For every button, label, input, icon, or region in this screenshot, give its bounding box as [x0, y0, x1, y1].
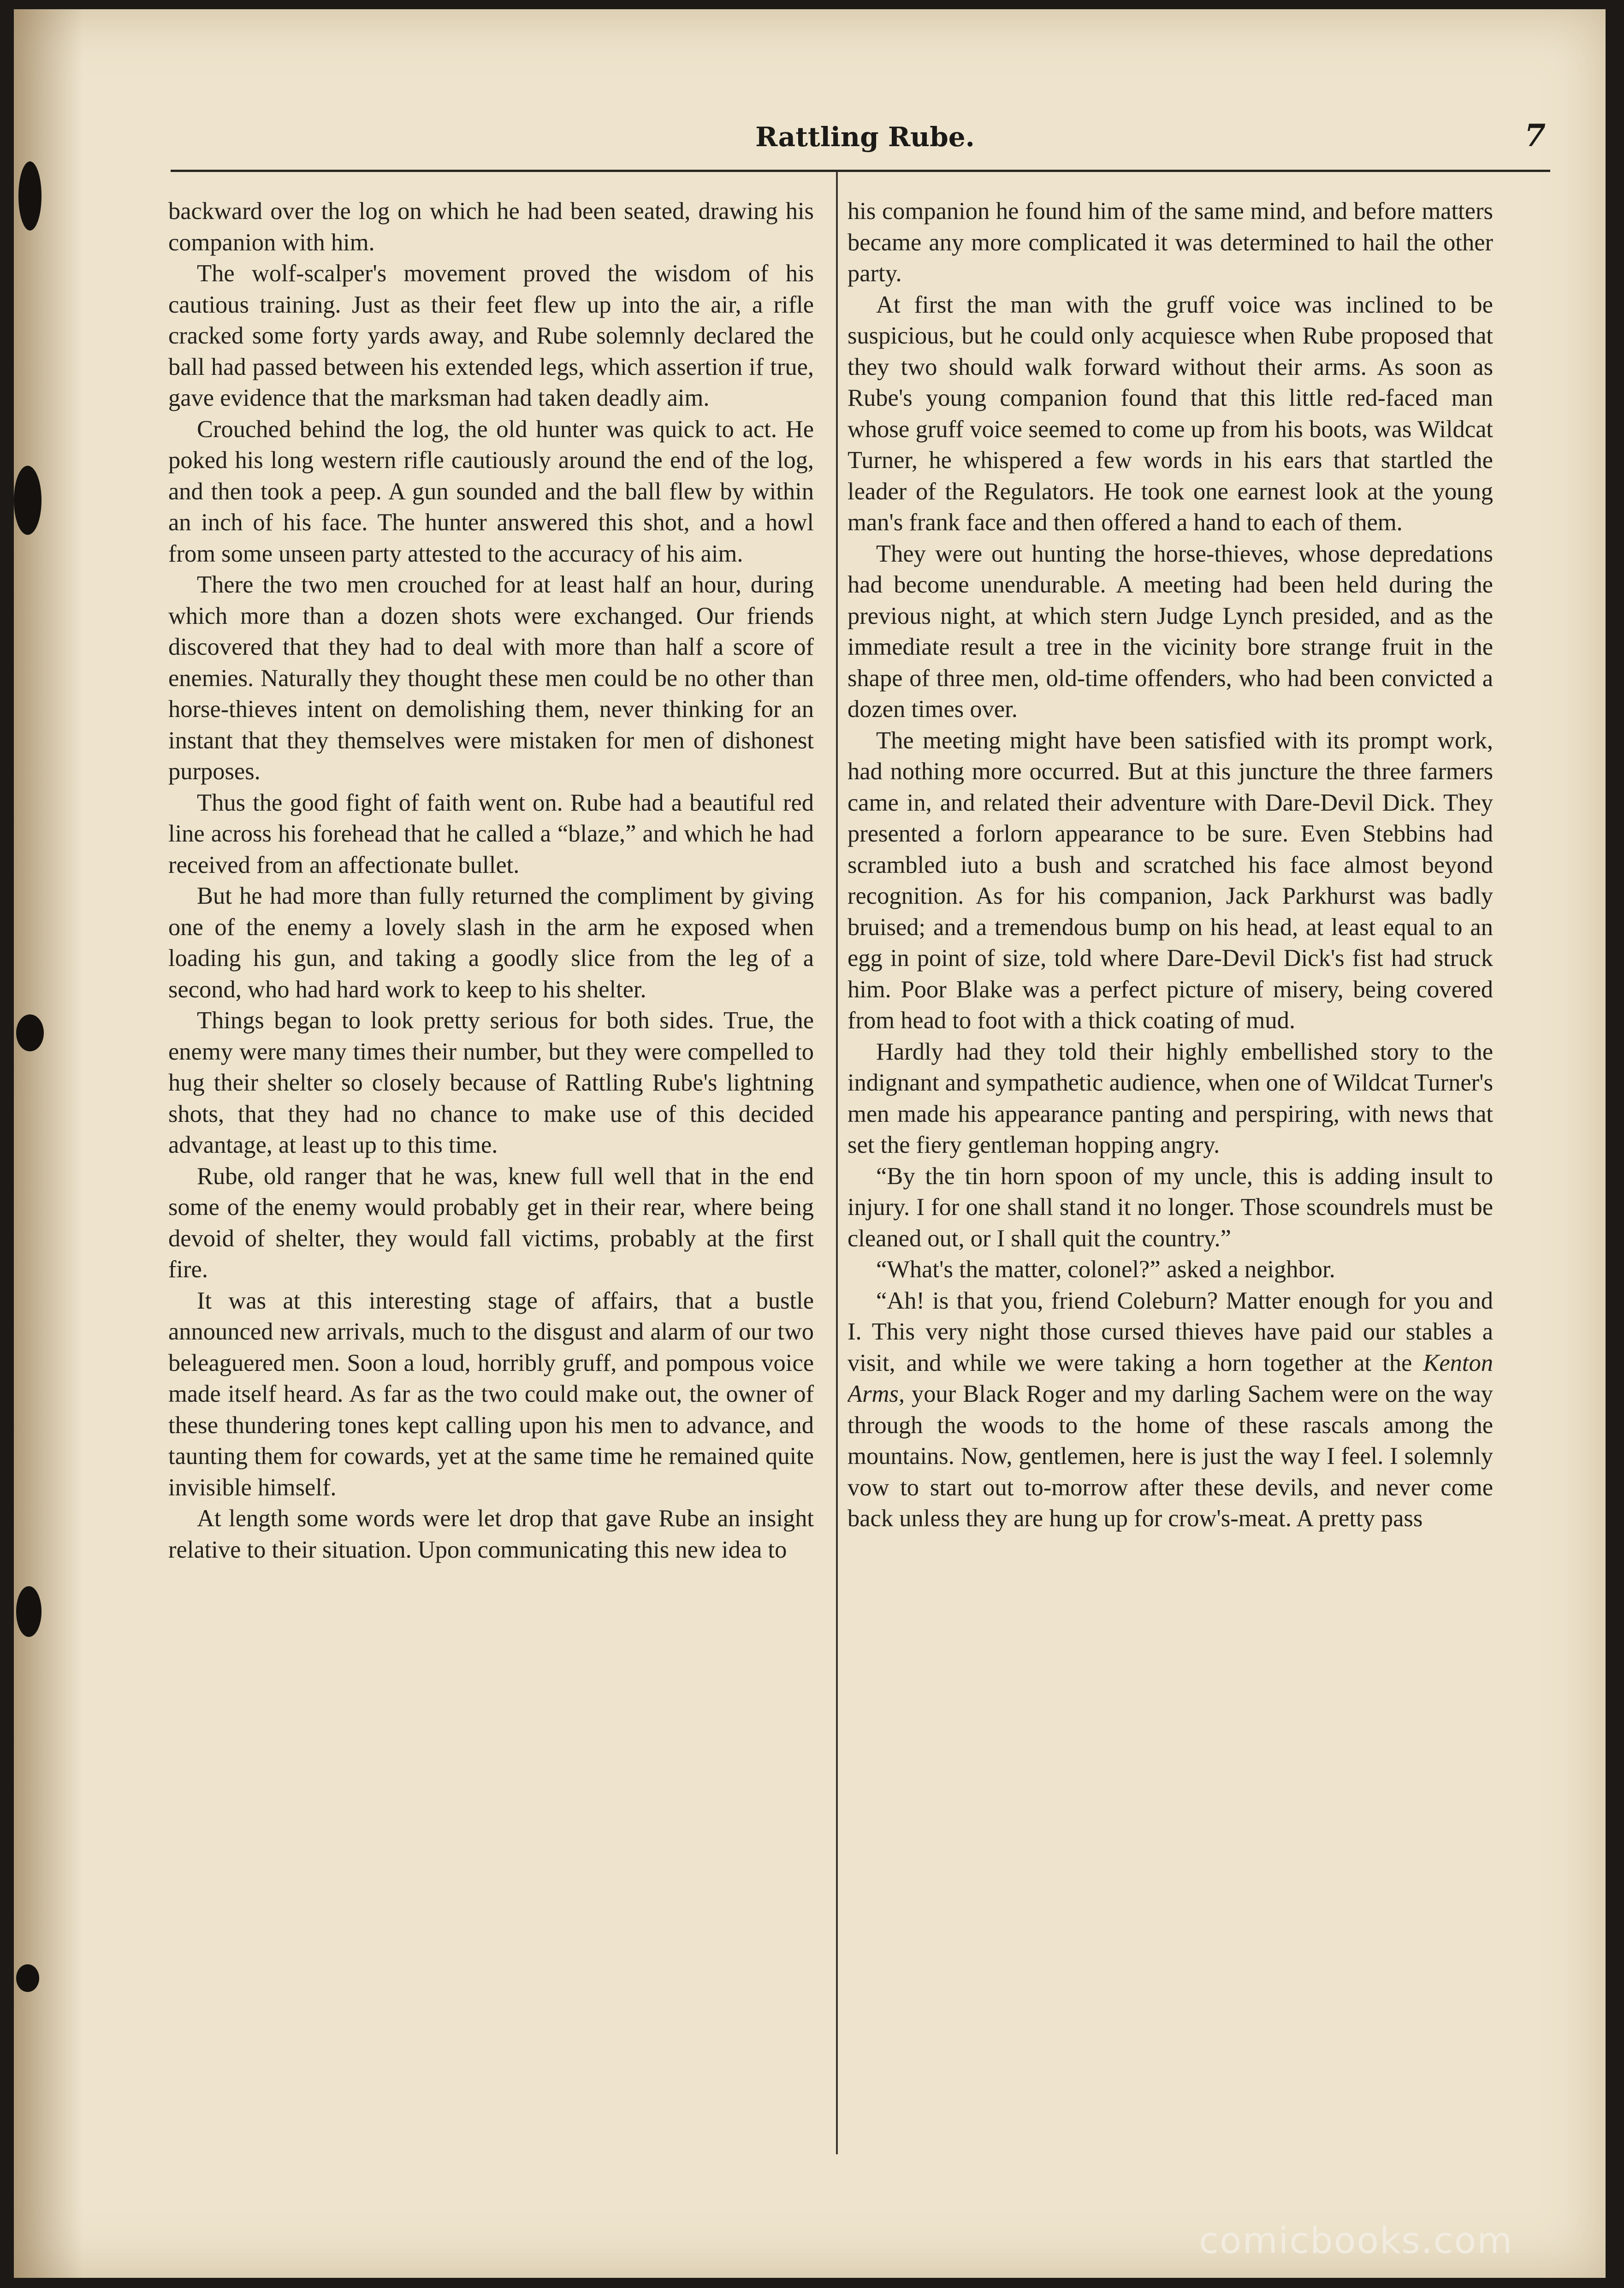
paragraph	[848, 1286, 1493, 1535]
paragraph-text: your Black Roger and my darling Sachem were on the way through the woods to the home of these rascals among the mountains. Now, gentlemen, here is just the way I feel. I solemnly vow to start out to-morrow after these devils, and never come back unless they are hung up for crow's-meat. A pretty pass	[848, 1381, 1493, 1532]
paragraph: Things began to look pretty serious for both sides. True, the enemy were many times their number, but they were compelled to hug their shelter so closely because of Rattling Rube's lightning shots, that they had no chance to make use of this decided advantage, at least up to this time.	[168, 1007, 814, 1158]
paragraph: At length some words were let drop that gave Rube an insight relative to their situation. Upon communicating this new idea to	[168, 1505, 814, 1563]
binding-thread-mark	[18, 161, 41, 231]
book-page	[14, 9, 1606, 2278]
paragraph: “What's the matter, colonel?” asked a neighbor.	[876, 1256, 1335, 1283]
paragraph: Rube, old ranger that he was, knew full well that in the end some of the enemy would probably get in their rear, where being devoid of shelter, they would fall victims, probably at the first fire.	[168, 1162, 814, 1283]
paragraph: “By the tin horn spoon of my uncle, this is adding insult to injury. I for one shall stand it no longer. Those scoundrels must be cleaned out, or I shall quit the country.”	[848, 1162, 1493, 1252]
paragraph: The meeting might have been satisfied with its prompt work, had nothing more occurred. But at this juncture the three farmers came in, and related their adventure with Dare-Devil Dick. They presented a forlorn appearance to be sure. Even Stebbins had scrambled iuto a bush and scratched his face almost beyond recognition. As for his companion, Jack Parkhurst was badly bruised; and a tremendous bump on his head, at least equal to an egg in point of size, told where Dare-Devil Dick's fist had struck him. Poor Blake was a perfect picture of misery, being covered from head to foot with a thick coating of mud.	[848, 727, 1493, 1034]
paragraph: At first the man with the gruff voice was inclined to be suspicious, but he could only acquiesce when Rube proposed that they two should walk forward without their arms. As soon as Rube's young companion found that this little red-faced man whose gruff voice seemed to come up from his boots, was Wildcat Turner, he whispered a few words in his ears that startled the leader of the Regulators. He took one earnest look at the young man's frank face and then offered a hand to each of them.	[848, 291, 1493, 536]
paragraph: Hardly had they told their highly embellished story to the indignant and sympathetic audience, when one of Wildcat Turner's men made his appearance panting and perspiring, with news that set the fiery gentleman hopping angry.	[848, 1038, 1493, 1158]
paragraph: It was at this interesting stage of affairs, that a bustle announced new arrivals, much to the disgust and alarm of our two beleaguered men. Soon a loud, horribly gruff, and pompous voice made itself heard. As far as the two could make out, the owner of these thundering tones kept calling upon his men to advance, and taunting them for cowards, yet at the same time he remained quite invisible himself.	[168, 1287, 814, 1501]
binding-thread-mark	[16, 1014, 44, 1051]
header-rule	[171, 170, 1550, 172]
paragraph: There the two men crouched for at least half an hour, during which more than a dozen shots were exchanged. Our friends discovered that they had to deal with more than half a score of enemies. Naturally they thought these men could be no other than horse-thieves intent on demolishing them, never thinking for an instant that they themselves were mistaken for men of dishonest purposes.	[168, 571, 814, 785]
site-watermark: comicbooks.com	[1199, 2220, 1513, 2262]
inn-name: Kenton Arms,	[848, 1349, 1493, 1407]
page-header	[166, 113, 1564, 164]
binding-thread-mark	[16, 1964, 39, 1992]
paragraph: The wolf-scalper's movement proved the wisdom of his cautious training. Just as their feet flew up into the air, a rifle cracked some forty yards away, and Rube solemnly declared the ball had passed between his extended legs, which assertion if true, gave evidence that the marksman had taken deadly aim.	[168, 260, 814, 411]
binding-thread-mark	[16, 1586, 41, 1637]
right-column	[848, 196, 1493, 1535]
paragraph: Crouched behind the log, the old hunter was quick to act. He poked his long western rifle cautiously around the end of the log, and then took a peep. A gun sounded and the ball flew by within an inch of his face. The hunter answered this shot, and a howl from some unseen party attested to the accuracy of his aim.	[168, 415, 814, 567]
paragraph: They were out hunting the horse-thieves, whose depredations had become unendurable. A meeting had been held during the previous night, at which stern Judge Lynch presided, and as the immediate result a tree in the vicinity bore strange fruit in the shape of three men, old-time offenders, who had been convicted a dozen times over.	[848, 540, 1493, 723]
paragraph-text: “Ah! is that you, friend Coleburn? Matter enough for you and I. This very night those cursed thieves have paid our stables a visit, and while we were taking a horn together at the	[848, 1287, 1493, 1376]
paragraph: Thus the good fight of faith went on. Rube had a beautiful red line across his forehead that he called a “blaze,” and which he had received from an affectionate bullet.	[168, 789, 814, 878]
paragraph: But he had more than fully returned the compliment by giving one of the enemy a lovely slash in the arm he exposed when loading his gun, and taking a goodly slice from the leg of a second, who had hard work to keep to his shelter.	[168, 883, 814, 1003]
column-divider	[836, 172, 838, 2154]
running-head-title: Rattling Rube.	[755, 121, 975, 153]
binding-thread-mark	[14, 466, 41, 535]
page-number: 7	[1524, 118, 1546, 154]
paragraph: backward over the log on which he had been seated, drawing his companion with him.	[168, 198, 814, 256]
left-column	[168, 196, 814, 1565]
paragraph: his companion he found him of the same mind, and before matters became any more complicated it was determined to hail the other party.	[848, 198, 1493, 287]
